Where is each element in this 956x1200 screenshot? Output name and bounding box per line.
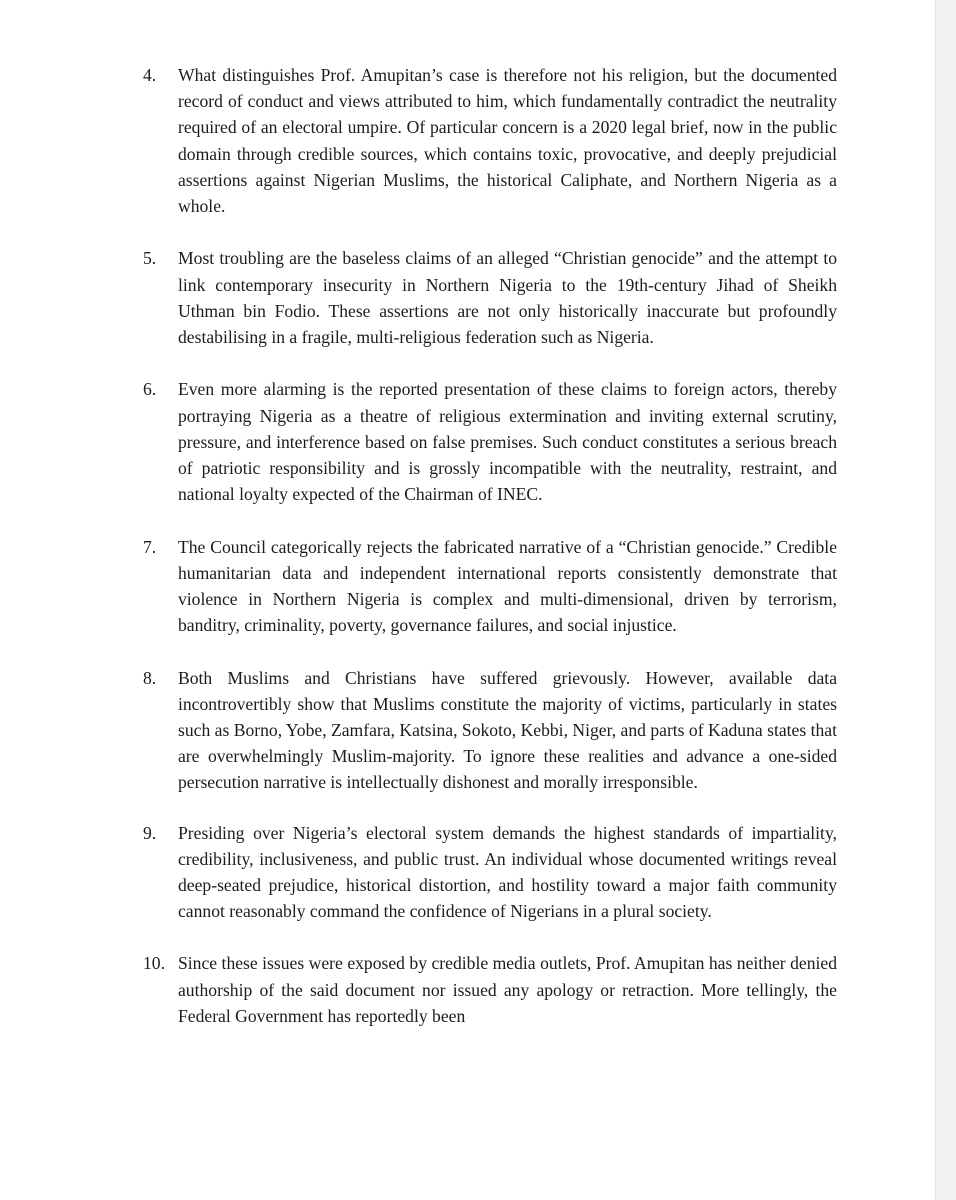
document-body <box>143 62 837 1055</box>
paragraph-text: What distinguishes Prof. Amupitan’s case is therefore not his religion, but the documented record of conduct and views attributed to him, which fundamentally contradict the neutrality required of an electoral umpire. Of particular concern is a 2020 legal brief, now in the public domain through credible sources, which contains toxic, provocative, and deeply prejudicial assertions against Nigerian Muslims, the historical Caliphate, and Northern Nigeria as a whole. <box>178 65 837 217</box>
numbered-paragraph <box>143 62 837 219</box>
paragraph-text: Since these issues were exposed by credible media outlets, Prof. Amupitan has neither denied authorship of the said document nor issued any apology or retraction. More tellingly, the Federal Government has reportedly been <box>178 953 837 1026</box>
paragraph-number: 5. <box>143 248 157 269</box>
paragraph-text: Both Muslims and Christians have suffered grievously. However, available data incontrovertibly show that Muslims constitute the majority of victims, particularly in states such as Borno, Yobe, Zamfara, Katsina, Sokoto, Kebbi, Niger, and parts of Kaduna states that are overwhelmingly Muslim-majority. To ignore these realities and advance a one-sided persecution narrative is intellectually dishonest and morally irresponsible. <box>178 667 837 793</box>
paragraph-number: 7. <box>143 536 157 557</box>
numbered-paragraph <box>143 820 837 925</box>
paragraph-number: 9. <box>143 822 157 843</box>
paragraph-text: Presiding over Nigeria’s electoral system demands the highest standards of impartiality, credibility, inclusiveness, and public trust. An individual whose documented writings reveal deep-seated prejudice, historical distortion, and hostility toward a major faith community cannot reasonably command the confidence of Nigerians in a plural society. <box>178 822 837 922</box>
paragraph-number: 6. <box>143 379 157 400</box>
numbered-paragraph <box>143 950 837 1029</box>
scrollbar-track[interactable] <box>935 0 956 1200</box>
paragraph-text: The Council categorically rejects the fabricated narrative of a “Christian genocide.” Credible humanitarian data and independent international reports consistently demonstrate that violence in Northern Nigeria is complex and multi-dimensional, driven by terrorism, banditry, criminality, poverty, governance failures, and social injustice. <box>178 536 837 636</box>
numbered-paragraph <box>143 665 837 796</box>
paragraph-number: 10. <box>143 953 165 974</box>
paragraph-number: 8. <box>143 667 157 688</box>
numbered-paragraph <box>143 245 837 350</box>
paragraph-number: 4. <box>143 65 157 85</box>
numbered-paragraph <box>143 534 837 639</box>
numbered-paragraph <box>143 376 837 507</box>
paragraph-text: Most troubling are the baseless claims of an alleged “Christian genocide” and the attempt to link contemporary insecurity in Northern Nigeria to the 19th-century Jihad of Sheikh Uthman bin Fodio. These assertions are not only historically inaccurate but profoundly destabilising in a fragile, multi-religious federation such as Nigeria. <box>178 248 837 348</box>
paragraph-text: Even more alarming is the reported presentation of these claims to foreign actors, thereby portraying Nigeria as a theatre of religious extermination and inviting external scrutiny, pressure, and interference based on false premises. Such conduct constitutes a serious breach of patriotic responsibility and is grossly incompatible with the neutrality, restraint, and national loyalty expected of the Chairman of INEC. <box>178 379 837 505</box>
